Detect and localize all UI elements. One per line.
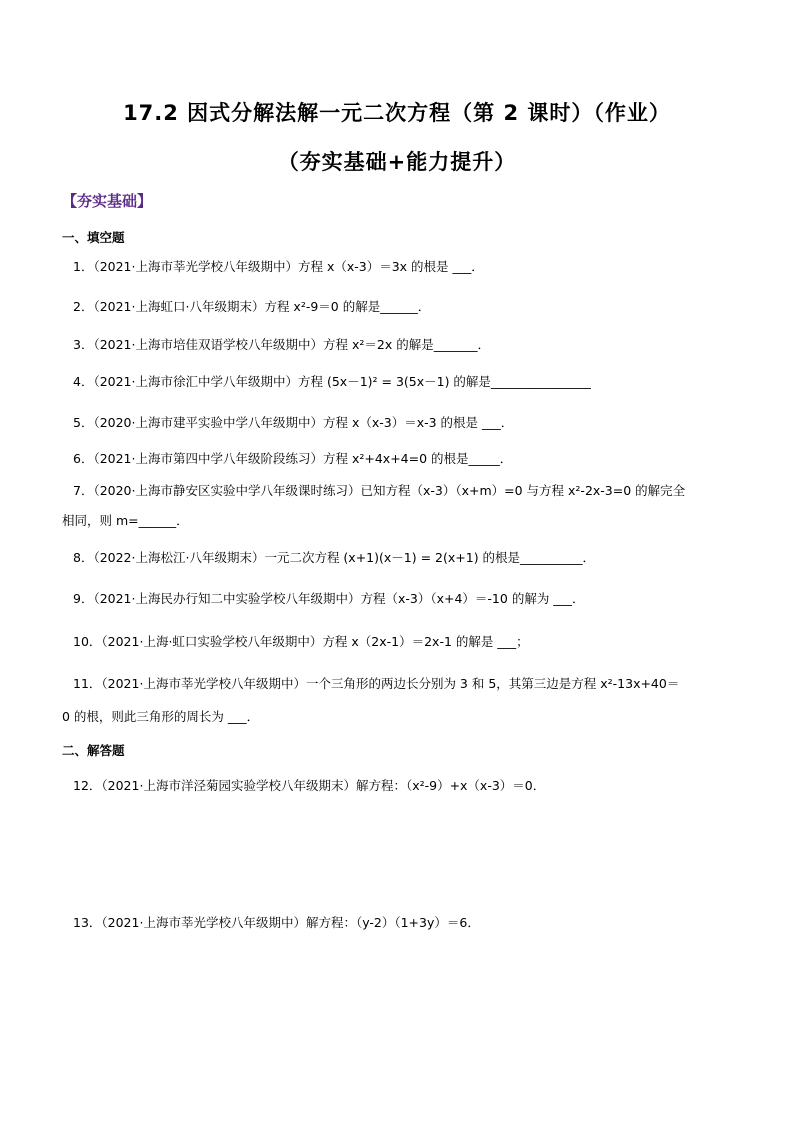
part-heading-fill: 一、填空题	[62, 230, 125, 245]
question-8: 8．（2022·上海松江·八年级期末）一元二次方程 (x+1)(x－1) = 2(x+1) 的根是__________．	[73, 550, 596, 565]
question-12: 12．（2021·上海市洋泾菊园实验学校八年级期末）解方程：（x²-9）+x（x-3）＝0．	[73, 778, 546, 793]
question-3: 3．（2021·上海市培佳双语学校八年级期中）方程 x²＝2x 的解是_______．	[73, 337, 490, 352]
question-10: 10．（2021·上海·虹口实验学校八年级期中）方程 x（2x-1）＝2x-1 的解是 ___；	[73, 634, 529, 649]
question-2: 2．（2021·上海虹口·八年级期末）方程 x²-9＝0 的解是______．	[73, 299, 431, 314]
question-11-line2: 0 的根，则此三角形的周长为 ___．	[62, 709, 260, 724]
question-7-line2: 相同，则 m=______．	[62, 513, 189, 528]
section-tag: 【夯实基础】	[62, 192, 153, 210]
question-6: 6．（2021·上海市第四中学八年级阶段练习）方程 x²+4x+4=0 的根是_____．	[73, 451, 513, 466]
question-11-line1: 11．（2021·上海市莘光学校八年级期中）一个三角形的两边长分别为 3 和 5，其第三边是方程 x²-13x+40＝	[73, 676, 680, 691]
page-subtitle: （夯实基础+能力提升）	[277, 150, 517, 174]
question-9: 9．（2021·上海民办行知二中实验学校八年级期中）方程（x-3）（x+4）＝-10 的解为 ___．	[73, 591, 585, 606]
question-5: 5．（2020·上海市建平实验中学八年级期中）方程 x（x-3）＝x-3 的根是 ___．	[73, 415, 514, 430]
question-13: 13．（2021·上海市莘光学校八年级期中）解方程：（y-2）（1+3y）＝6．	[73, 915, 480, 930]
question-1: 1．（2021·上海市莘光学校八年级期中）方程 x（x-3）＝3x 的根是 ___．	[73, 259, 484, 274]
part-heading-solve: 二、解答题	[62, 743, 125, 758]
question-7-line1: 7．（2020·上海市静安区实验中学八年级课时练习）已知方程（x-3）（x+m）=0 与方程 x²-2x-3=0 的解完全	[73, 483, 686, 498]
page-title: 17.2 因式分解法解一元二次方程（第 2 课时）（作业）	[123, 101, 671, 125]
question-4: 4．（2021·上海市徐汇中学八年级期中）方程 (5x－1)² = 3(5x－1) 的解是________________	[73, 374, 591, 389]
